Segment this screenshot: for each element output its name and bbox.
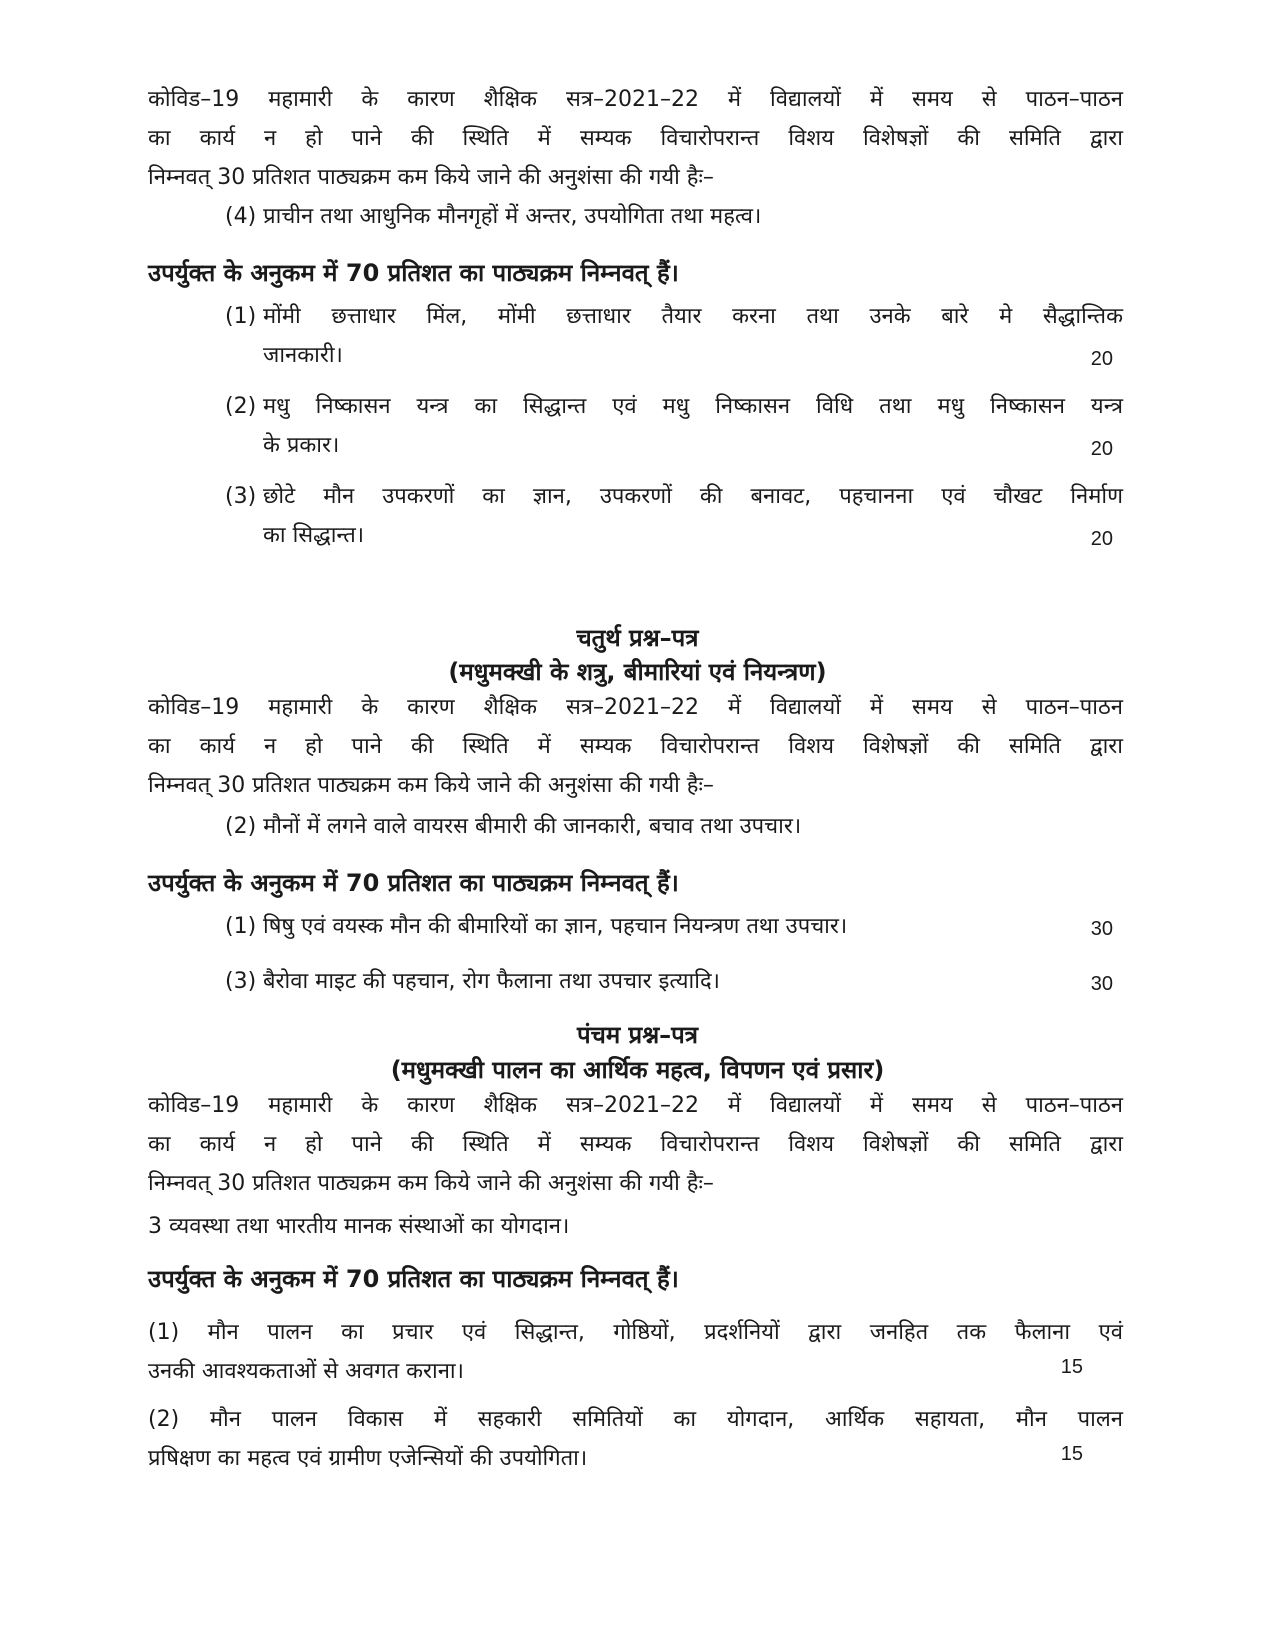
section3-intro: [148, 80, 1123, 197]
intro-line: कोविड–19 महामारी के कारण शैक्षिक सत्र–2021–22 में विद्यालयों में समय से पाठन–पाठन: [148, 695, 1123, 720]
intro-line: निम्नवत् 30 प्रतिशत पाठ्यक्रम कम किये जाने की अनुशंसा की गयी हैः–: [148, 773, 714, 798]
item-marks: 20: [1090, 438, 1113, 460]
intro-line: निम्नवत् 30 प्रतिशत पाठ्यक्रम कम किये जाने की अनुशंसा की गयी हैः–: [148, 1171, 714, 1196]
item-text: षिषु एवं वयस्क मौन की बीमारियों का ज्ञान, पहचान नियन्त्रण तथा उपचार।: [263, 914, 848, 939]
item-text: के प्रकार।: [263, 433, 340, 458]
section3-item-2: [225, 387, 1123, 465]
section3-remaining-heading: उपर्युक्त के अनुकम में 70 प्रतिशत का पाठ्यक्रम निम्नवत् हैं।: [148, 259, 679, 287]
section4-intro: [148, 688, 1123, 805]
section3-item-1: [225, 297, 1123, 375]
item-marks: 30: [1090, 918, 1113, 940]
intro-line: निम्नवत् 30 प्रतिशत पाठ्यक्रम कम किये जाने की अनुशंसा की गयी हैः–: [148, 165, 714, 190]
section3-removed-topic: (4) प्राचीन तथा आधुनिक मौनगृहों में अन्तर, उपयोगिता तथा महत्व।: [225, 204, 762, 229]
item-text: (2) मौन पालन विकास में सहकारी समितियों का योगदान, आर्थिक सहायता, मौन पालन: [148, 1407, 1123, 1432]
item-text: जानकारी।: [263, 343, 343, 368]
intro-line: कोविड–19 महामारी के कारण शैक्षिक सत्र–2021–22 में विद्यालयों में समय से पाठन–पाठन: [148, 87, 1123, 112]
item-text: मधु निष्कासन यन्त्र का सिद्धान्त एवं मधु निष्कासन विधि तथा मधु निष्कासन यन्त्र: [263, 394, 1123, 419]
item-marks: 20: [1090, 528, 1113, 550]
section4-item-1: [225, 907, 1123, 946]
item-marks: 30: [1090, 973, 1113, 995]
section3-item-3: [225, 477, 1123, 555]
item-text: का सिद्धान्त।: [263, 523, 365, 548]
section5-subtitle: (मधुमक्खी पालन का आर्थिक महत्व, विपणन एवं प्रसार): [390, 1056, 885, 1084]
section4-title: चतुर्थ प्रश्न–पत्र: [576, 624, 699, 652]
section5-remaining-heading: उपर्युक्त के अनुकम में 70 प्रतिशत का पाठ्यक्रम निम्नवत् हैं।: [148, 1265, 679, 1293]
intro-line: कोविड–19 महामारी के कारण शैक्षिक सत्र–2021–22 में विद्यालयों में समय से पाठन–पाठन: [148, 1093, 1123, 1118]
section4-subtitle: (मधुमक्खी के शत्रु, बीमारियां एवं नियन्त्रण): [448, 658, 827, 686]
section5-intro: [148, 1086, 1123, 1203]
item-text: छोटे मौन उपकरणों का ज्ञान, उपकरणों की बनावट, पहचानना एवं चौखट निर्माण: [263, 484, 1123, 509]
section5-removed-topic: 3 व्यवस्था तथा भारतीय मानक संस्थाओं का योगदान।: [148, 1214, 570, 1239]
item-text: बैरोवा माइट की पहचान, रोग फैलाना तथा उपचार इत्यादि।: [263, 969, 720, 994]
section4-remaining-heading: उपर्युक्त के अनुकम में 70 प्रतिशत का पाठ्यक्रम निम्नवत् हैं।: [148, 869, 679, 897]
item-text: (1) मौन पालन का प्रचार एवं सिद्धान्त, गोष्ठियों, प्रदर्शनियों द्वारा जनहित तक फैलाना एवं: [148, 1320, 1123, 1345]
item-text: उनकी आवश्यकताओं से अवगत कराना।: [148, 1359, 464, 1384]
item-text: प्रषिक्षण का महत्व एवं ग्रामीण एजेन्सियों की उपयोगिता।: [148, 1446, 588, 1471]
item-number: (3): [225, 484, 257, 509]
section5-item-2: [148, 1400, 1123, 1478]
item-number: (1): [225, 914, 257, 939]
section5-title: पंचम प्रश्न–पत्र: [576, 1021, 699, 1049]
section4-removed-topic: (2) मौनों में लगने वाले वायरस बीमारी की जानकारी, बचाव तथा उपचार।: [225, 814, 802, 839]
section5-item-1: [148, 1313, 1123, 1391]
intro-line: का कार्य न हो पाने की स्थिति में सम्यक विचारोपरान्त विशय विशेषज्ञों की समिति द्वारा: [148, 734, 1123, 759]
item-marks: 20: [1090, 348, 1113, 370]
item-number: (2): [225, 394, 257, 419]
item-number: (3): [225, 969, 257, 994]
item-text: मोंमी छत्ताधार मिंल, मोंमी छत्ताधार तैयार करना तथा उनके बारे मे सैद्धान्तिक: [263, 304, 1123, 329]
item-marks: 15: [1060, 1356, 1083, 1378]
section4-item-2: [225, 962, 1123, 1001]
intro-line: का कार्य न हो पाने की स्थिति में सम्यक विचारोपरान्त विशय विशेषज्ञों की समिति द्वारा: [148, 126, 1123, 151]
intro-line: का कार्य न हो पाने की स्थिति में सम्यक विचारोपरान्त विशय विशेषज्ञों की समिति द्वारा: [148, 1132, 1123, 1157]
item-number: (1): [225, 304, 257, 329]
item-marks: 15: [1060, 1443, 1083, 1465]
